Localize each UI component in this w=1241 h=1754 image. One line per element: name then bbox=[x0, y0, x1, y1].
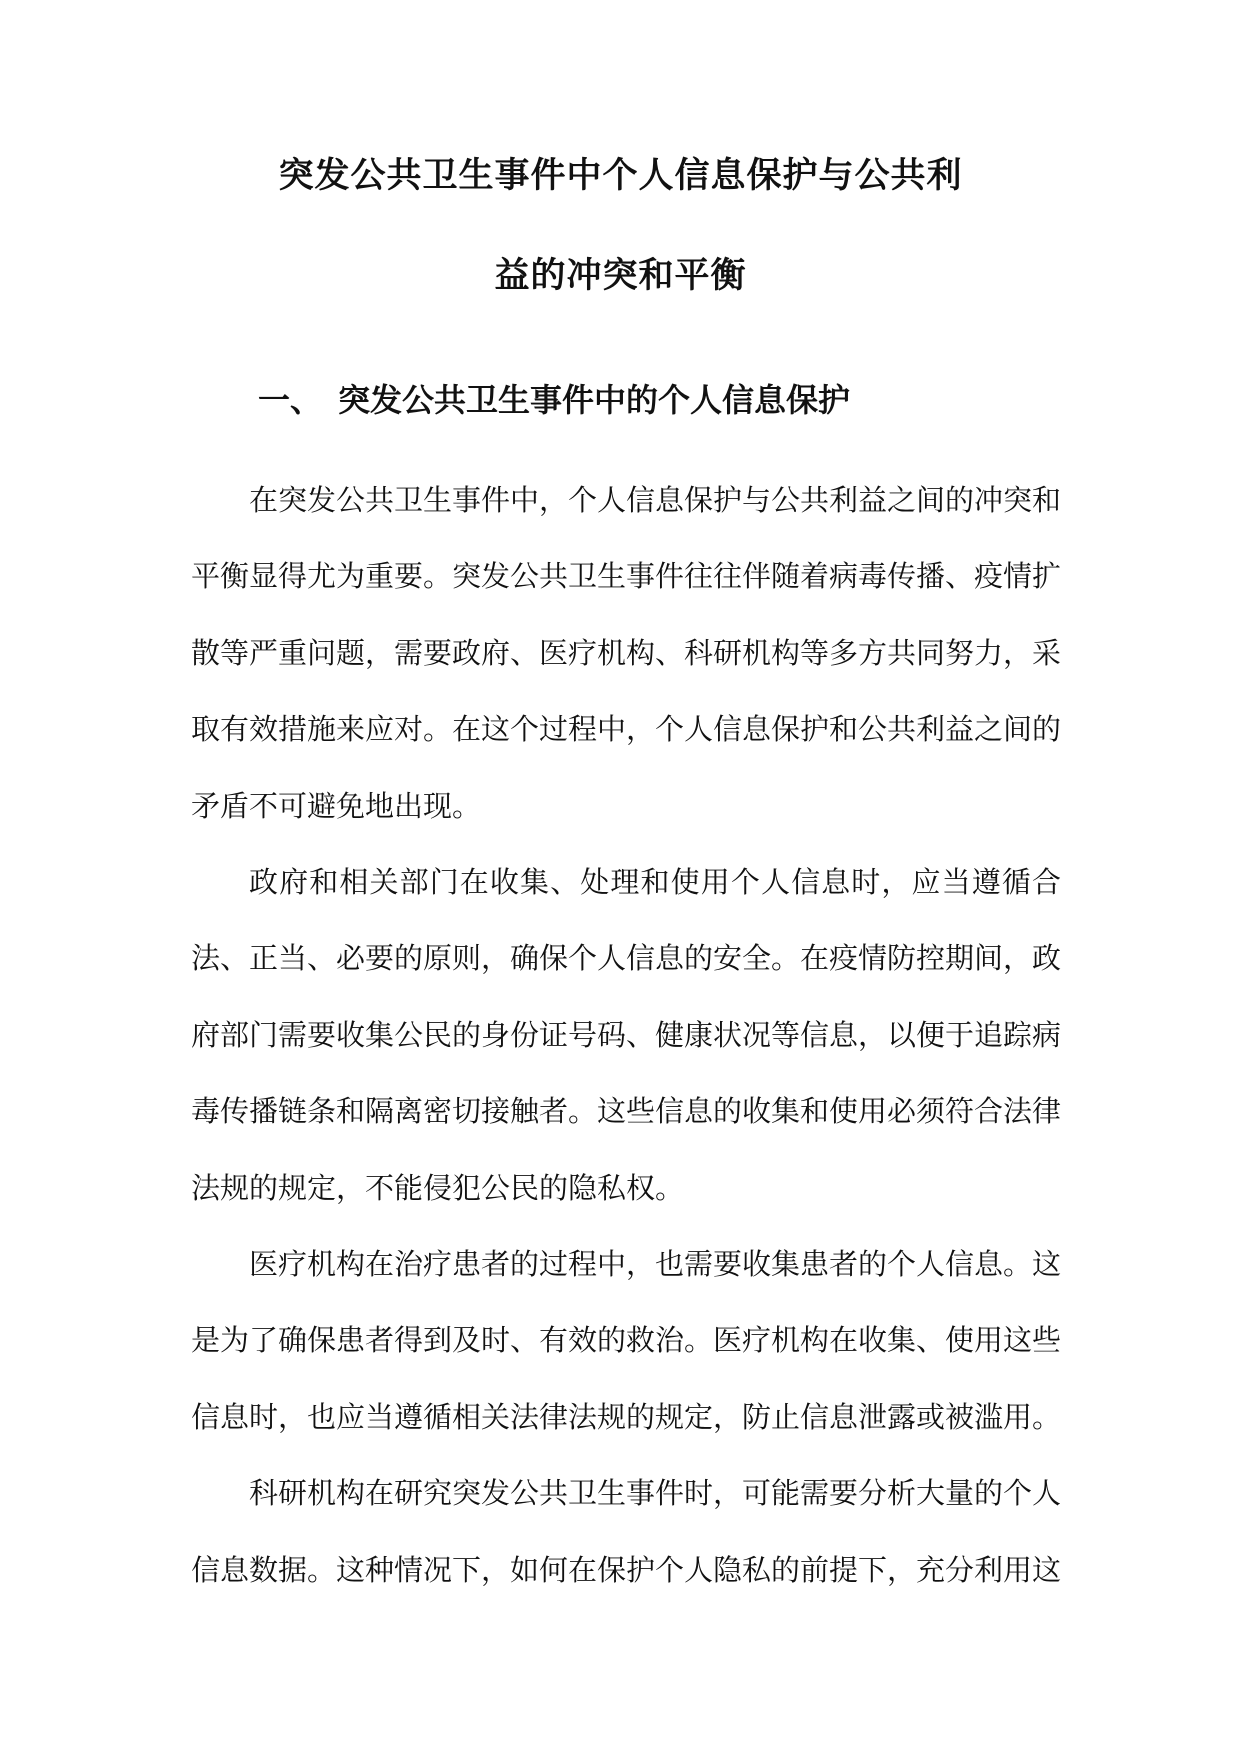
paragraph-4: 科研机构在研究突发公共卫生事件时，可能需要分析大量的个人信息数据。这种情况下，如何在保护个人隐私的前提下，充分利用这 bbox=[191, 1476, 1062, 1587]
section-heading-text: 突发公共卫生事件中的个人信息保护 bbox=[338, 381, 851, 419]
paragraph-2: 政府和相关部门在收集、处理和使用个人信息时，应当遵循合法、正当、必要的原则，确保个人信息的安全。在疫情防控期间，政府部门需要收集公民的身份证号码、健康状况等信息，以便于追踪病毒传播链条和隔离密切接触者。这些信息的收集和使用必须符合法律法规的规定，不能侵犯公民的隐私权。 bbox=[191, 865, 1062, 1205]
document-title-line-2: 益的冲突和平衡 bbox=[494, 256, 747, 296]
document-title-line-1: 突发公共卫生事件中个人信息保护与公共利 bbox=[278, 156, 963, 196]
section-number: 一、 bbox=[258, 381, 323, 419]
section-heading bbox=[258, 378, 850, 422]
document-body bbox=[191, 462, 1061, 1608]
paragraph-3: 医疗机构在治疗患者的过程中，也需要收集患者的个人信息。这是为了确保患者得到及时、有效的救治。医疗机构在收集、使用这些信息时，也应当遵循相关法律法规的规定，防止信息泄露或被滥用。 bbox=[191, 1247, 1062, 1434]
paragraph-1: 在突发公共卫生事件中，个人信息保护与公共利益之间的冲突和平衡显得尤为重要。突发公共卫生事件往往伴随着病毒传播、疫情扩散等严重问题，需要政府、医疗机构、科研机构等多方共同努力，采取有效措施来应对。在这个过程中，个人信息保护和公共利益之间的矛盾不可避免地出现。 bbox=[191, 483, 1062, 823]
